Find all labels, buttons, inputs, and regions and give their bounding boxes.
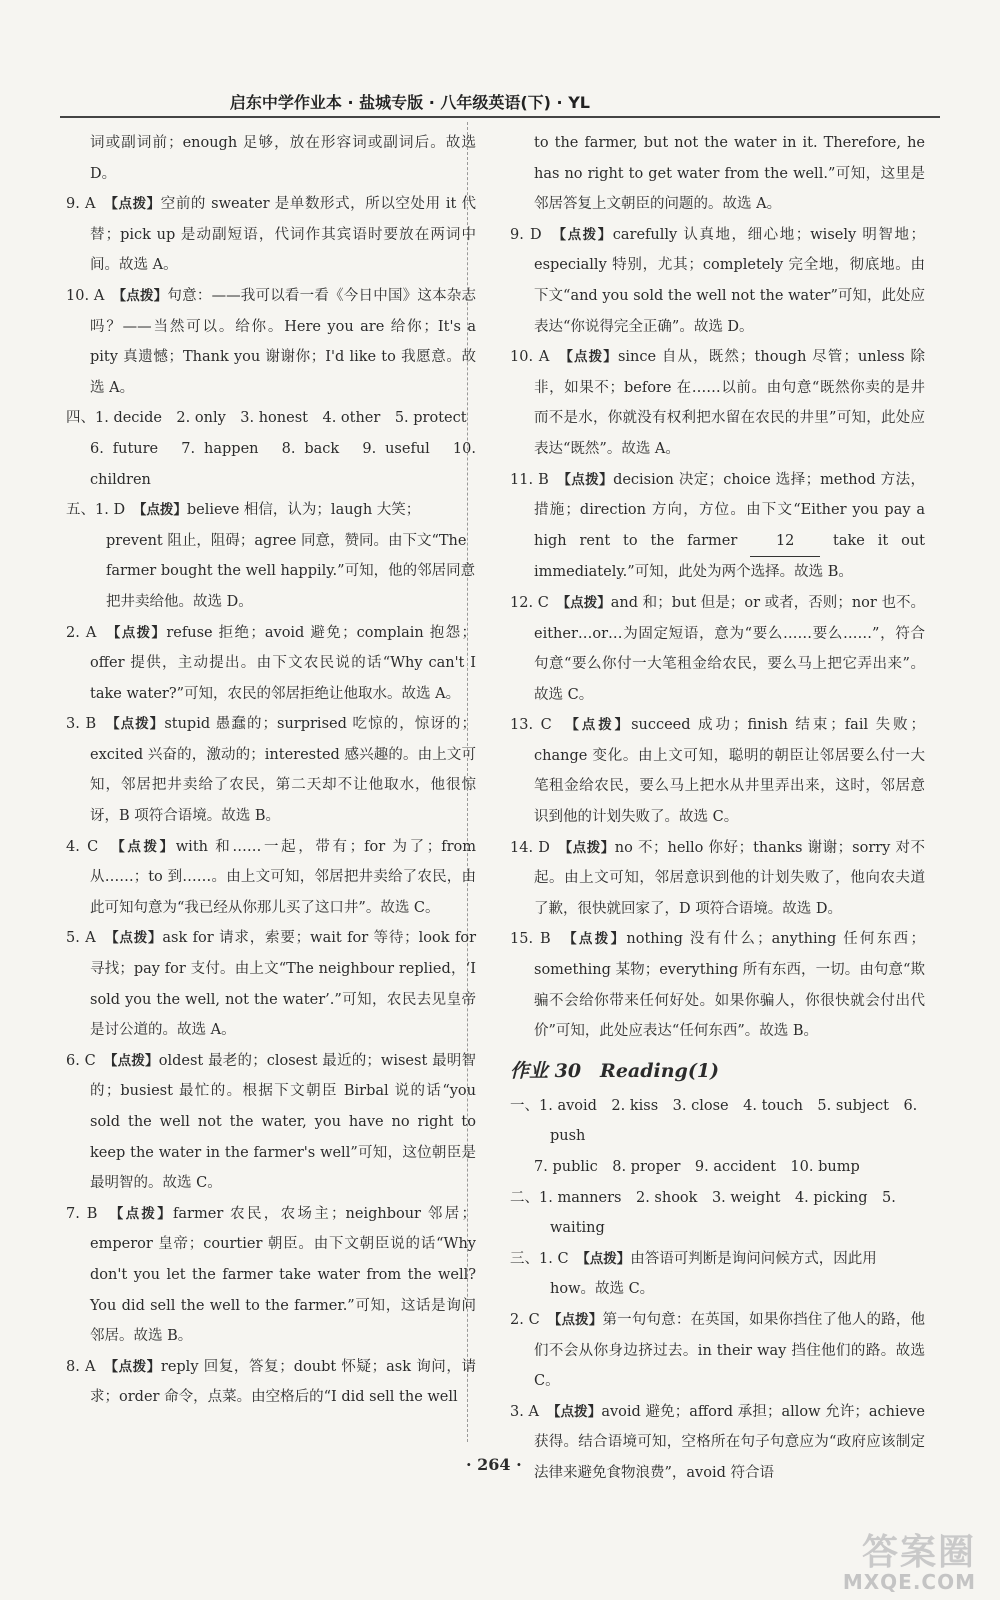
answer-item <box>510 1244 925 1305</box>
answer-number: 9. A <box>66 196 96 213</box>
answer-text: decision 决定；choice 选择；method 方法，措施；direction 方向，方位。由下文“Either you pay a high rent to the farmer <box>534 471 926 549</box>
answer-item <box>66 281 476 403</box>
answer-item <box>66 1352 476 1413</box>
hint-label: 【点拨】 <box>565 839 615 856</box>
header-title: 启东中学作业本 · 盐城专版 · 八年级英语(下) · YL <box>229 93 590 112</box>
answer-text: and 和；but 但是；or 或者，否则；nor 也不。either…or…为固定短语，意为“要么……要么……”，符合句意“要么你付一大笔租金给农民，要么马上把它弄出来”。故选 C。 <box>534 594 926 703</box>
answer-text: believe 相信，认为；laugh 大笑；prevent 阻止，阻碍；agree 同意，赞同。由下文“The farmer bought the well happily.”可知，他的邻居同意把井卖给他。故选 D。 <box>106 502 476 610</box>
answer-text: since 自从，既然；though 尽管；unless 除非，如果不；before 在……以前。由句意“既然你卖的是井而不是水，你就没有权利把水留在农民的井里”可知，此处应表达“既然”。故选 A。 <box>534 349 925 457</box>
homework-title: 作业 30 Reading(1) <box>510 1059 720 1082</box>
answer-item <box>66 832 476 924</box>
answer-continuation <box>66 128 476 189</box>
answer-text: stupid 愚蠢的；surprised 吃惊的，惊讶的；excited 兴奋的，激动的；interested 感兴趣的。由上文可知，邻居把井卖给了农民，第二天却不让他取水，他很惊讶，B 项符合语境。故选 B。 <box>90 716 476 825</box>
blank-number: 12 <box>750 526 820 558</box>
answer-item <box>66 709 476 831</box>
answer-text: 7. public 8. proper 9. accident 10. bump <box>534 1159 860 1175</box>
hint-label: 【点拨】 <box>553 1403 602 1420</box>
answer-text: reply 回复，答复；doubt 怀疑；ask 询问，请求；order 命令，点菜。由空格后的“I did sell the well <box>90 1358 476 1406</box>
answer-item <box>510 1183 925 1244</box>
answer-number: 3. B <box>66 716 97 733</box>
answer-text: 词或副词前；enough 足够，放在形容词或副词后。故选 D。 <box>90 135 476 182</box>
answer-item <box>66 923 476 1045</box>
answer-text: 二、1. manners 2. shook 3. weight 4. picking 5. waiting <box>510 1189 896 1237</box>
answer-item <box>66 618 476 710</box>
answer-text: ask for 请求，索要；wait for 等待；look for 寻找；pay for 支付。由上文“The neighbour replied，‘I sold you the well, not the water’.”可知，农民去见皇帝是讨公道的。故选 A。 <box>90 930 477 1039</box>
hint-label: 【点拨】 <box>139 502 187 519</box>
hint-label: 【点拨】 <box>110 1052 159 1069</box>
hint-label: 【点拨】 <box>554 1311 603 1328</box>
hint-label: 【点拨】 <box>583 1250 631 1267</box>
answer-text: nothing 没有什么；anything 任何东西；something 某物；everything 所有东西，一切。由句意“欺骗不会给你带来任何好处。如果你骗人，你很快就会付出代价”可知，此处应表达“任何东西”。故选 B。 <box>534 931 926 1040</box>
answer-item <box>510 220 925 342</box>
hint-label: 【点拨】 <box>112 716 165 733</box>
hint-label: 【点拨】 <box>111 196 161 213</box>
answer-item <box>66 189 476 281</box>
answer-number: 15. B <box>510 931 551 948</box>
answer-number: 13. C <box>510 717 552 734</box>
answer-number: 4. C <box>66 838 99 855</box>
answer-text: to the farmer, but not the water in it. Therefore, he has no right to get water from the well.”可知，这里是邻居答复上文朝臣的问题的。故选 A。 <box>534 135 925 213</box>
answer-item <box>66 495 476 617</box>
hint-label: 【点拨】 <box>564 471 614 488</box>
answer-number: 8. A <box>66 1358 96 1375</box>
watermark-url: MXQE.COM <box>842 1570 976 1594</box>
answer-number: 9. D <box>510 226 542 243</box>
answer-text: with 和……一起，带有；for 为了；from 从……；to 到……。由上文可知，邻居把井卖给了农民，由此可知句意为“我已经从你那儿买了这口井”。故选 C。 <box>90 838 477 916</box>
answer-number: 5. A <box>66 930 96 947</box>
watermark-logo: 答案圈 <box>861 1532 976 1573</box>
answer-item <box>510 588 925 710</box>
hint-label: 【点拨】 <box>569 931 627 948</box>
hint-label: 【点拨】 <box>116 1205 174 1222</box>
hint-label: 【点拨】 <box>113 624 167 641</box>
answer-text: carefully 认真地，细心地；wisely 明智地；especially 特别，尤其；completely 完全地，彻底地。由下文“and you sold the well not the water”可知，此处应表达“你说得完全正确”。故选 D。 <box>534 226 926 335</box>
answer-number: 10. A <box>66 287 105 304</box>
answer-item <box>66 1199 476 1352</box>
answer-item <box>510 342 925 464</box>
answer-number: 14. D <box>510 839 550 856</box>
answer-number: 11. B <box>510 471 549 488</box>
answer-number: 三、1. C <box>510 1250 569 1267</box>
answer-number: 6. C <box>66 1052 96 1069</box>
answer-item <box>510 924 925 1046</box>
answer-number: 7. B <box>66 1205 98 1222</box>
hint-label: 【点拨】 <box>572 717 632 734</box>
answer-item <box>510 1091 925 1152</box>
answer-continuation <box>510 128 925 220</box>
answer-text: 空前的 sweater 是单数形式，所以空处用 it 代替；pick up 是动副短语，代词作其宾语时要放在两词中间。故选 A。 <box>90 196 477 274</box>
watermark <box>782 1524 982 1594</box>
answer-item <box>66 403 476 434</box>
answer-text: 6. future 7. happen 8. back 9. useful 10. children <box>90 440 476 488</box>
answer-text: 句意：——我可以看一看《今日中国》这本杂志吗？——当然可以。给你。Here you are 给你；It's a pity 真遗憾；Thank you 谢谢你；I'd like to 我愿意。故选 A。 <box>90 287 477 396</box>
answer-number: 10. A <box>510 349 550 366</box>
answer-number: 五、1. D <box>66 502 126 519</box>
right-column <box>510 128 925 1489</box>
answer-number: 12. C <box>510 594 549 611</box>
answer-number: 3. A <box>510 1403 540 1420</box>
hint-label: 【点拨】 <box>559 226 613 243</box>
hint-label: 【点拨】 <box>119 287 168 304</box>
answer-text: 第一句句意：在英国，如果你挡住了他人的路，他们不会从你身边挤过去。in their way 挡住他们的路。故选 C。 <box>534 1311 926 1390</box>
hint-label: 【点拨】 <box>111 930 163 947</box>
hint-label: 【点拨】 <box>117 838 176 855</box>
answer-item <box>510 710 925 832</box>
answer-text: 一、1. avoid 2. kiss 3. close 4. touch 5. subject 6. push <box>510 1097 918 1145</box>
answer-item <box>510 833 925 925</box>
answer-text: 由答语可判断是询问问候方式，因此用 how。故选 C。 <box>550 1250 877 1298</box>
left-column <box>66 128 476 1413</box>
answer-text: 四、1. decide 2. only 3. honest 4. other 5. protect <box>66 410 467 427</box>
answer-continuation <box>66 434 476 495</box>
answer-item <box>510 465 925 588</box>
answer-text: refuse 拒绝；avoid 避免；complain 抱怨；offer 提供，主动提出。由下文农民说的话“Why can't I take water?”可知，农民的邻居拒绝让他取水。故选 A。 <box>90 624 476 702</box>
answer-text: take it out immediately.”可知，此处为两个选择。故选 B。 <box>534 532 925 581</box>
answer-text: no 不；hello 你好；thanks 谢谢；sorry 对不起。由上文可知，邻居意识到他的计划失败了，他向农夫道了歉，很快就回家了，D 项符合语境。故选 D。 <box>534 839 926 917</box>
hint-label: 【点拨】 <box>111 1358 161 1375</box>
answer-text: avoid 避免；afford 承担；allow 允许；achieve 获得。结合语境可知，空格所在句子句意应为“政府应该制定法律来避免食物浪费”，avoid 符合语 <box>534 1403 926 1481</box>
page-number: · 264 · <box>466 1455 522 1474</box>
answer-number: 2. C <box>510 1311 540 1328</box>
hint-label: 【点拨】 <box>566 349 618 366</box>
answer-text: farmer 农民，农场主；neighbour 邻居；emperor 皇帝；courtier 朝臣。由下文朝臣说的话“Why don't you let the farmer take water from the well? You did sell the well to the farmer.”可知，这话是询问邻居。故选 B。 <box>90 1205 477 1345</box>
answer-item <box>510 1397 925 1489</box>
answer-number: 2. A <box>66 624 97 641</box>
answer-text: succeed 成功；finish 结束；fail 失败；change 变化。由上文可知，聪明的朝臣让邻居要么付一大笔租金给农民，要么马上把水从井里弄出来，这时，邻居意识到他的计划失败了。故选 C。 <box>534 717 926 826</box>
answer-item <box>66 1046 476 1199</box>
hint-label: 【点拨】 <box>563 594 611 611</box>
answer-continuation <box>510 1152 925 1183</box>
answer-text: oldest 最老的；closest 最近的；wisest 最明智的；busiest 最忙的。根据下文朝臣 Birbal 说的话“you sold the well not the water, you have no right to keep the water in the farmer's well”可知，这位朝臣是最明智的。故选 C。 <box>90 1052 476 1192</box>
answer-item <box>510 1305 925 1397</box>
page-header <box>60 88 940 118</box>
